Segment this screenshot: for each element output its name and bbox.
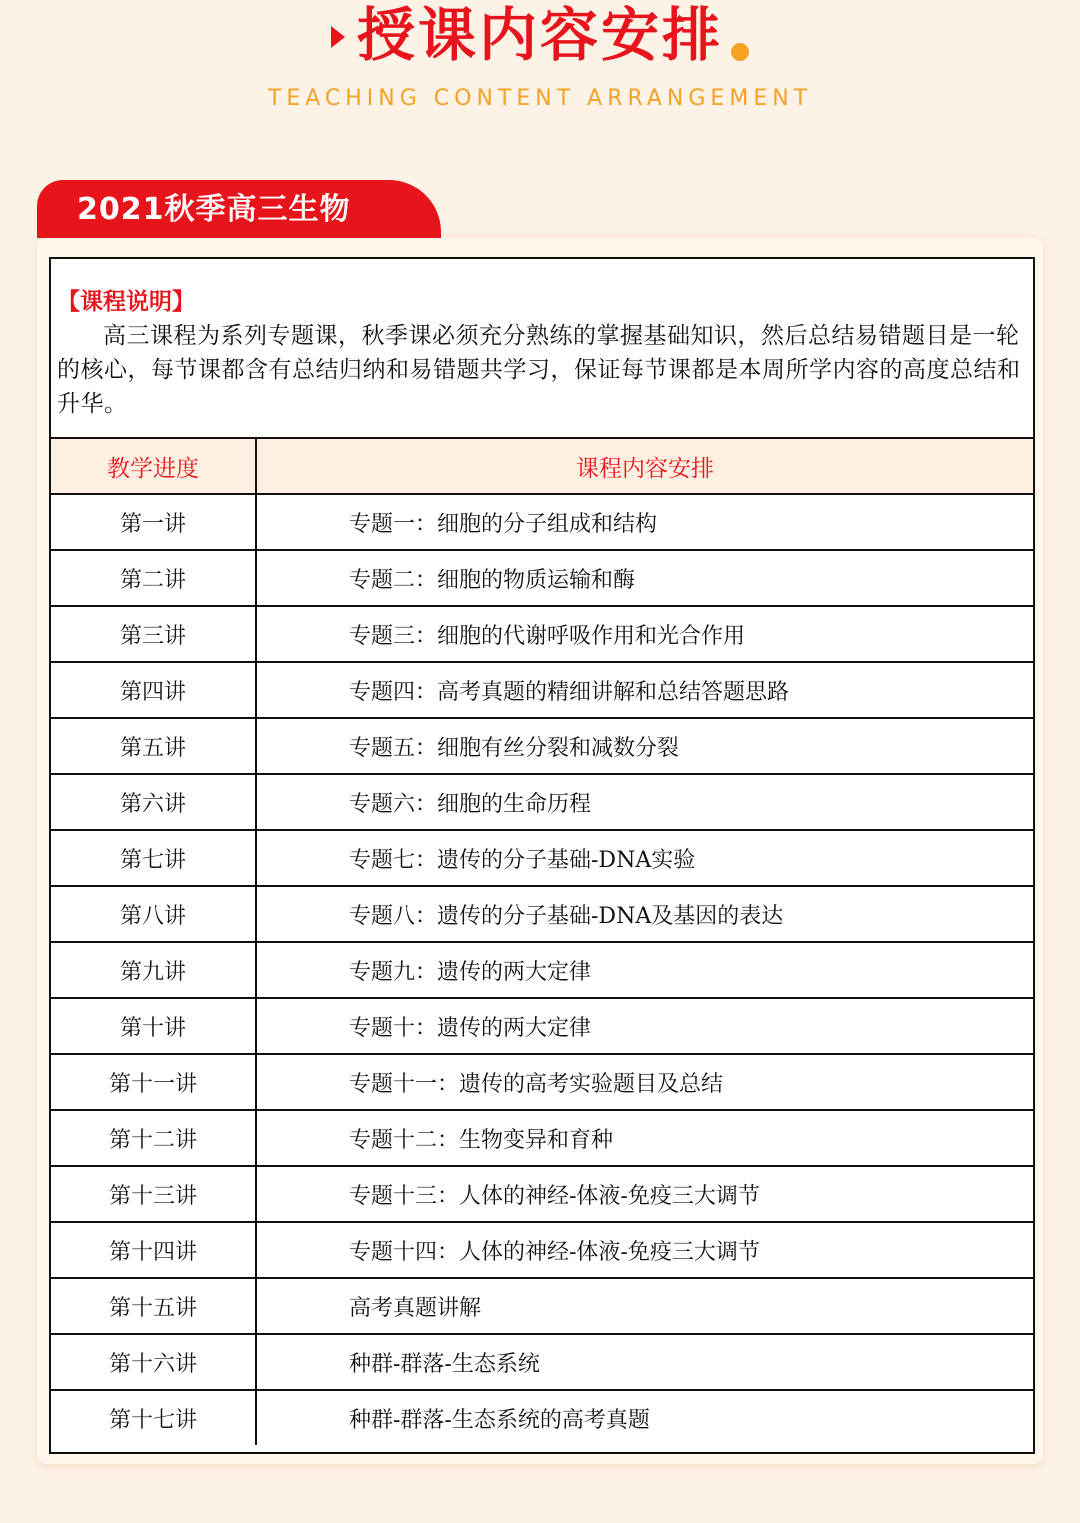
lecture-number: 第七讲 xyxy=(51,830,256,886)
course-tag: 2021秋季高三生物 xyxy=(37,180,441,238)
lecture-number: 第八讲 xyxy=(51,886,256,942)
description-heading: 【课程说明】 xyxy=(57,288,195,315)
table-row xyxy=(51,606,1033,662)
table-row xyxy=(51,1110,1033,1166)
table-row xyxy=(51,1334,1033,1390)
title-row xyxy=(0,0,1080,70)
page-header xyxy=(0,0,1080,130)
lecture-topic: 专题八：遗传的分子基础-DNA及基因的表达 xyxy=(256,886,1033,942)
lecture-number: 第十四讲 xyxy=(51,1222,256,1278)
lecture-number: 第十七讲 xyxy=(51,1390,256,1445)
table-row xyxy=(51,830,1033,886)
table-row xyxy=(51,998,1033,1054)
course-description xyxy=(51,259,1033,439)
lecture-number: 第一讲 xyxy=(51,494,256,550)
lecture-number: 第九讲 xyxy=(51,942,256,998)
lecture-number: 第十三讲 xyxy=(51,1166,256,1222)
lecture-topic: 专题四：高考真题的精细讲解和总结答题思路 xyxy=(256,662,1033,718)
lecture-number: 第四讲 xyxy=(51,662,256,718)
table-row xyxy=(51,1054,1033,1110)
schedule-table xyxy=(51,439,1033,1445)
lecture-topic: 专题一：细胞的分子组成和结构 xyxy=(256,494,1033,550)
course-box xyxy=(49,257,1035,1454)
lecture-topic: 种群-群落-生态系统的高考真题 xyxy=(256,1390,1033,1445)
lecture-topic: 高考真题讲解 xyxy=(256,1278,1033,1334)
lecture-topic: 专题二：细胞的物质运输和酶 xyxy=(256,550,1033,606)
lecture-topic: 专题十：遗传的两大定律 xyxy=(256,998,1033,1054)
lecture-number: 第十二讲 xyxy=(51,1110,256,1166)
page-subtitle: TEACHING CONTENT ARRANGEMENT xyxy=(267,86,813,111)
lecture-topic: 专题三：细胞的代谢呼吸作用和光合作用 xyxy=(256,606,1033,662)
lecture-topic: 专题九：遗传的两大定律 xyxy=(256,942,1033,998)
table-row xyxy=(51,718,1033,774)
lecture-number: 第三讲 xyxy=(51,606,256,662)
lecture-number: 第二讲 xyxy=(51,550,256,606)
table-row xyxy=(51,1278,1033,1334)
triangle-arrow-icon xyxy=(331,26,345,48)
lecture-topic: 种群-群落-生态系统 xyxy=(256,1334,1033,1390)
lecture-number: 第十一讲 xyxy=(51,1054,256,1110)
lecture-topic: 专题十四：人体的神经-体液-免疫三大调节 xyxy=(256,1222,1033,1278)
table-row xyxy=(51,886,1033,942)
header-progress: 教学进度 xyxy=(51,439,256,494)
table-row xyxy=(51,1166,1033,1222)
table-row xyxy=(51,550,1033,606)
lecture-topic: 专题十二：生物变异和育种 xyxy=(256,1110,1033,1166)
lecture-topic: 专题七：遗传的分子基础-DNA实验 xyxy=(256,830,1033,886)
table-row xyxy=(51,942,1033,998)
lecture-topic: 专题六：细胞的生命历程 xyxy=(256,774,1033,830)
table-row xyxy=(51,1222,1033,1278)
table-row xyxy=(51,774,1033,830)
lecture-topic: 专题五：细胞有丝分裂和减数分裂 xyxy=(256,718,1033,774)
table-row xyxy=(51,662,1033,718)
description-body: 高三课程为系列专题课，秋季课必须充分熟练的掌握基础知识，然后总结易错题目是一轮的核心，每节课都含有总结归纳和易错题共学习，保证每节课都是本周所学内容的高度总结和升华。 xyxy=(57,323,1021,417)
lecture-number: 第五讲 xyxy=(51,718,256,774)
lecture-topic: 专题十一：遗传的高考实验题目及总结 xyxy=(256,1054,1033,1110)
header-content: 课程内容安排 xyxy=(256,439,1033,494)
page-title: 授课内容安排 xyxy=(356,1,723,69)
table-header-row xyxy=(51,439,1033,494)
table-row xyxy=(51,1390,1033,1445)
table-row xyxy=(51,494,1033,550)
dot-icon xyxy=(731,43,749,61)
lecture-number: 第六讲 xyxy=(51,774,256,830)
lecture-number: 第十五讲 xyxy=(51,1278,256,1334)
lecture-topic: 专题十三：人体的神经-体液-免疫三大调节 xyxy=(256,1166,1033,1222)
lecture-number: 第十讲 xyxy=(51,998,256,1054)
lecture-number: 第十六讲 xyxy=(51,1334,256,1390)
